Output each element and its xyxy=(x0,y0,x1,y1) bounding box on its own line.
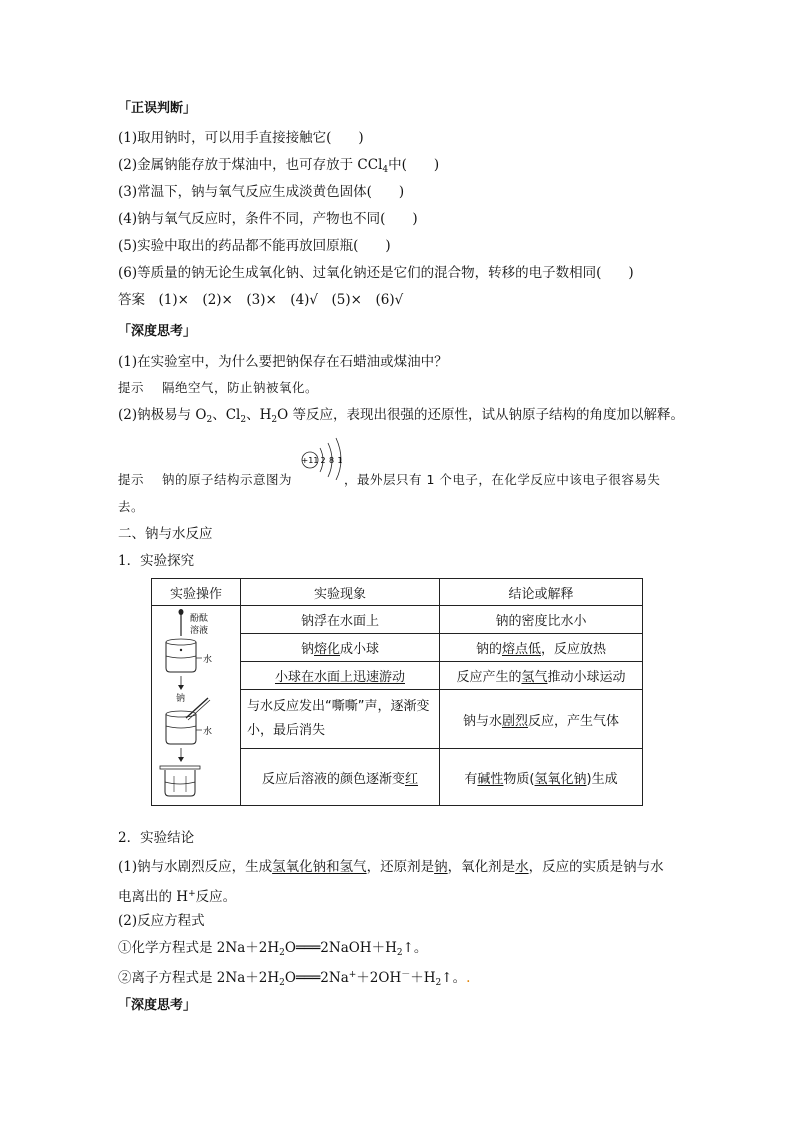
table-row xyxy=(152,606,643,634)
arrow-down-icon xyxy=(178,685,184,690)
judgement-item-3: (3)常温下，钠与氧气反应生成淡黄色固体( ) xyxy=(118,184,405,200)
chemical-equation: ①化学方程式是 $2Na+2H_2O═══2NaOH+H_2↑$。 xyxy=(118,940,428,958)
phenomenon-4: 与水反应发出“嘶嘶”声，逐渐变小，最后消失 xyxy=(241,690,440,749)
phenomenon-2: 钠熔化成小球 xyxy=(241,634,440,662)
hint-1: 提示 隔绝空气，防止钠被氧化。 xyxy=(118,380,319,395)
phenomenon-1: 钠浮在水面上 xyxy=(241,606,440,634)
nucleus-charge: +11 xyxy=(301,456,319,465)
judgement-item-2: (2)金属钠能存放于煤油中，也可存放于 CCl$_4$中( ) xyxy=(118,157,440,175)
label-water-1: 水 xyxy=(203,655,213,665)
ionic-equation: ②离子方程式是 $2Na+2H_2O═══2Na^++2OH^-+H_2↑$。. xyxy=(118,970,471,988)
shell-count-3: 1 xyxy=(337,456,343,465)
glass-plate-icon xyxy=(160,766,200,769)
judgement-answer: 答案 (1)× (2)× (3)× (4)√ (5)× (6)√ xyxy=(118,292,404,308)
subsection-experiment: 1．实验探究 xyxy=(118,553,195,569)
judgement-item-6: (6)等质量的钠无论生成氧化钠、过氧化钠还是它们的混合物，转移的电子数相同( ) xyxy=(118,265,634,281)
label-phenolphthalein: 酚酞 xyxy=(190,614,209,624)
shell-count-2: 8 xyxy=(328,456,335,465)
conclusion-5: 有碱性物质(氢氧化钠)生成 xyxy=(440,749,643,806)
hint-2: 提示 钠的原子结构示意图为 ，最外层只有 1 个电子，在化学反应中该电子很容易失 xyxy=(118,472,661,487)
label-sodium: 钠 xyxy=(176,694,186,704)
section-title-judgement: 「正误判断」 xyxy=(118,99,196,119)
judgement-item-4: (4)钠与氧气反应时，条件不同，产物也不同( ) xyxy=(118,211,418,227)
judgement-item-1: (1)取用钠时，可以用手直接接触它( ) xyxy=(118,130,364,146)
arrow-down-icon xyxy=(178,757,184,762)
bracket-left: 「 xyxy=(118,101,132,116)
experiment-table xyxy=(151,578,643,806)
table-header-row xyxy=(152,579,643,606)
phenomenon-5: 反应后溶液的颜色逐渐变红 xyxy=(241,749,440,806)
conclusion-3: 反应产生的氢气推动小球运动 xyxy=(440,662,643,690)
conclusion-1: 钠的密度比水小 xyxy=(440,606,643,634)
question-2: (2)钠极易与 $O_2$、$Cl_2$、$H_2O$ 等反应，表现出很强的还原性，试从钠原子结构的角度加以解释。 xyxy=(118,407,684,425)
operation-illustration-cell xyxy=(152,606,241,806)
experiment-steps-illustration xyxy=(152,606,228,802)
conclusion-line-1: (1)钠与水剧烈反应，生成氢氧化钠和氢气，还原剂是钠，氧化剂是水，反应的实质是钠与水 xyxy=(118,859,664,875)
header-conclusion: 结论或解释 xyxy=(440,579,643,606)
section-title-deep-thinking-2: 「深度思考」 xyxy=(118,998,197,1013)
conclusion-line-2: (2)反应方程式 xyxy=(118,913,205,929)
question-1: (1)在实验室中，为什么要把钠保存在石蜡油或煤油中？ xyxy=(118,354,448,370)
conclusion-line-1-continued: 电离出的 H+反应。 xyxy=(118,889,237,905)
phenomenon-3: 小球在水面上迅速游动 xyxy=(241,662,440,690)
judgement-item-5: (5)实验中取出的药品都不能再放回原瓶( ) xyxy=(118,238,391,254)
header-operation: 实验操作 xyxy=(152,579,241,606)
subsection-conclusion: 2．实验结论 xyxy=(118,830,195,846)
conclusion-4: 钠与水剧烈反应，产生气体 xyxy=(440,690,643,749)
hint-2-continued: 去。 xyxy=(118,499,145,514)
label-solution: 溶液 xyxy=(190,626,209,636)
shell-count-1: 2 xyxy=(320,456,326,465)
section-title-sodium-water: 二、钠与水反应 xyxy=(118,526,213,542)
beaker-icon-2 xyxy=(166,714,196,744)
header-phenomenon: 实验现象 xyxy=(241,579,440,606)
label-water-2: 水 xyxy=(203,727,213,737)
bracket-right: 」 xyxy=(183,101,197,116)
section-title-deep-thinking-1: 「深度思考」 xyxy=(118,324,197,339)
conclusion-2: 钠的熔点低，反应放热 xyxy=(440,634,643,662)
tweezers-icon xyxy=(186,698,208,718)
